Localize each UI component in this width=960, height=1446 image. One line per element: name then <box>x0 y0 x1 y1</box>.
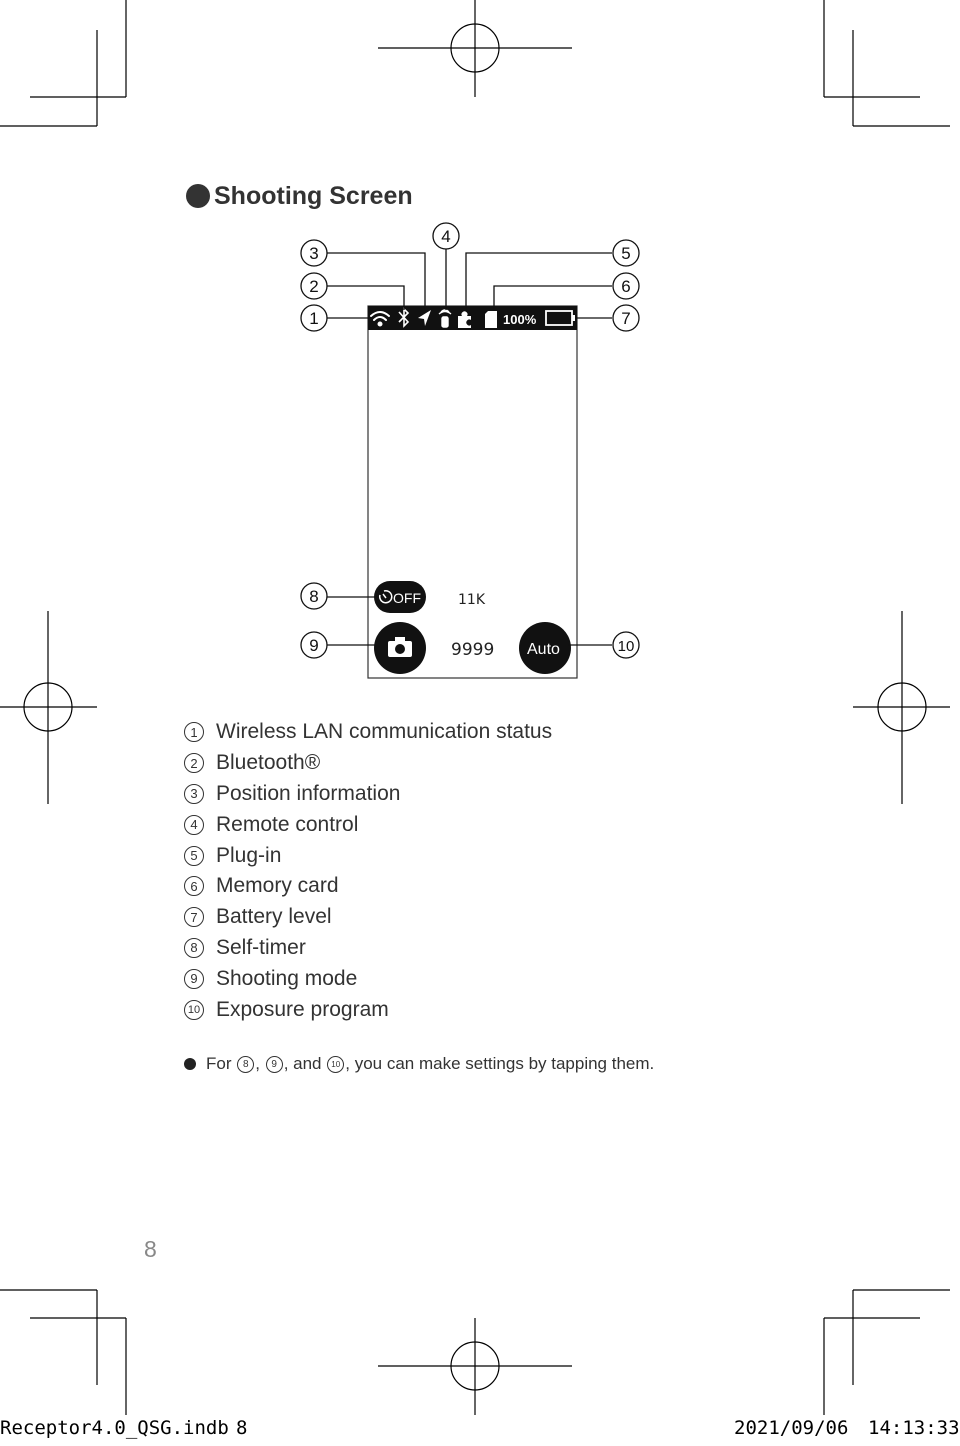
legend-label: Shooting mode <box>216 966 358 990</box>
legend-number: 2 <box>184 753 204 773</box>
legend-number: 7 <box>184 907 204 927</box>
legend-label: Bluetooth® <box>216 751 321 775</box>
note-separator: , and <box>283 1054 322 1073</box>
legend-label: Wireless LAN communication status <box>216 720 553 744</box>
legend-number: 5 <box>184 846 204 866</box>
callout-10: 10 <box>617 638 635 655</box>
shots-remaining: 9999 <box>451 640 495 660</box>
shooting-mode-button[interactable] <box>374 622 426 674</box>
slug-time: 14:13:33 <box>868 1417 960 1439</box>
callout-8: 8 <box>309 587 319 606</box>
page-number: 8 <box>144 1236 157 1262</box>
note-separator: , <box>255 1054 260 1073</box>
legend-item <box>184 748 552 779</box>
legend-list <box>184 717 552 1025</box>
callout-4: 4 <box>441 227 451 246</box>
legend-label: Exposure program <box>216 997 389 1021</box>
exposure-program-button[interactable] <box>519 622 571 674</box>
legend-item <box>184 963 552 994</box>
legend-item <box>184 809 552 840</box>
callout-7: 7 <box>621 309 631 328</box>
self-timer-button[interactable] <box>374 581 426 613</box>
legend-label: Memory card <box>216 874 339 898</box>
legend-number: 10 <box>184 1000 204 1020</box>
legend-number: 1 <box>184 722 204 742</box>
resolution-label: 11K <box>458 592 485 608</box>
legend-item <box>184 717 552 748</box>
legend-number: 4 <box>184 815 204 835</box>
tap-settings-note <box>184 1054 654 1074</box>
legend-number: 8 <box>184 938 204 958</box>
slug-date: 2021/09/06 <box>734 1417 849 1439</box>
legend-label: Remote control <box>216 812 359 836</box>
slug-page: 8 <box>236 1417 248 1439</box>
note-ref: 10 <box>327 1056 344 1073</box>
legend-item <box>184 933 552 964</box>
legend-item <box>184 994 552 1025</box>
legend-label: Self-timer <box>216 935 306 959</box>
callout-6: 6 <box>621 277 631 296</box>
exposure-program-label: Auto <box>527 641 560 658</box>
legend-number: 9 <box>184 969 204 989</box>
legend-item <box>184 871 552 902</box>
callout-3: 3 <box>309 244 319 263</box>
heading-text: Shooting Screen <box>214 181 413 210</box>
battery-percent: 100% <box>503 312 537 327</box>
legend-number: 6 <box>184 876 204 896</box>
legend-item <box>184 902 552 933</box>
callout-9: 9 <box>309 636 319 655</box>
note-ref: 9 <box>266 1056 283 1073</box>
note-ref: 8 <box>237 1056 254 1073</box>
callout-2: 2 <box>309 277 319 296</box>
note-suffix: , you can make settings by tapping them. <box>345 1054 655 1073</box>
memory-card-icon <box>485 311 497 328</box>
note-prefix: For <box>206 1054 232 1073</box>
legend-label: Plug-in <box>216 843 282 867</box>
callout-5: 5 <box>621 244 631 263</box>
legend-label: Battery level <box>216 905 332 929</box>
self-timer-label: OFF <box>393 590 421 606</box>
slug-file: Receptor4.0_QSG.indb <box>0 1417 229 1439</box>
legend-number: 3 <box>184 784 204 804</box>
legend-label: Position information <box>216 781 401 805</box>
note-bullet <box>184 1058 196 1070</box>
legend-item <box>184 840 552 871</box>
legend-item <box>184 779 552 810</box>
callout-1: 1 <box>309 309 319 328</box>
